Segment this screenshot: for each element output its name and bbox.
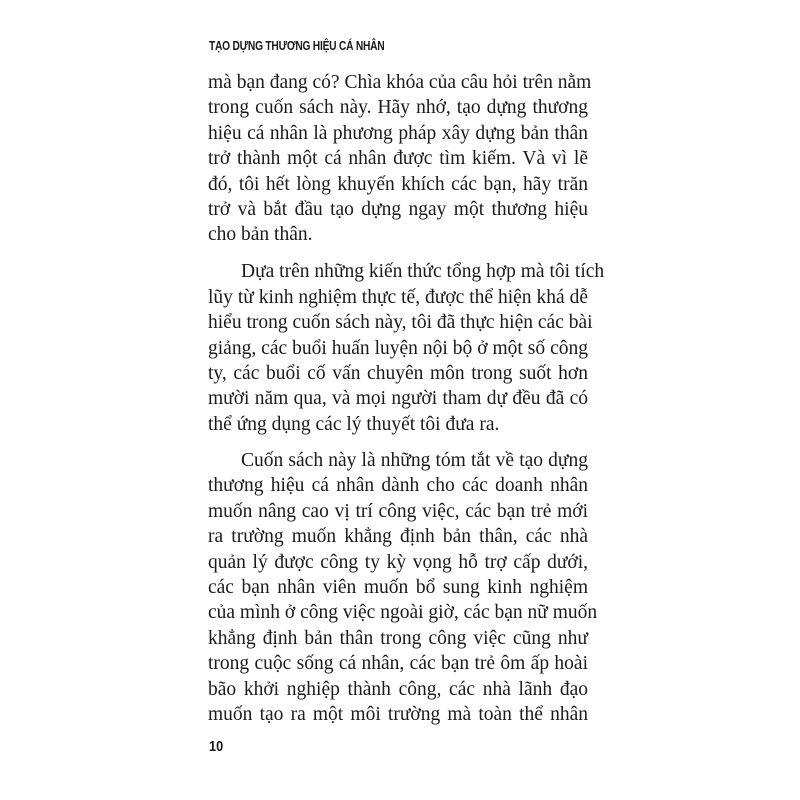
text-line: mười năm qua, và mọi người tham dự đều đã có [208,388,588,410]
text-line: quản lý được công ty kỳ vọng hỗ trợ cấp dưới, [208,551,588,573]
page-number: 10 [209,738,224,755]
text-line: trong cuộc sống cá nhân, các bạn trẻ ôm ấp hoài [208,653,588,675]
text-line: đó, tôi hết lòng khuyến khích các bạn, hãy trăn [208,173,588,195]
text-line: thể ứng dụng các lý thuyết tôi đưa ra. [208,413,500,435]
text-line: lũy từ kinh nghiệm thực tế, được thể hiện khá dễ [208,286,588,308]
text-line: các bạn nhân viên muốn bổ sung kinh nghiệm [208,577,588,598]
text-line: muốn nâng cao vị trí công việc, các bạn trẻ mới [208,500,588,522]
text-line: hiểu trong cuốn sách này, tôi đã thực hiện các bài [208,312,593,334]
text-line: Dựa trên những kiến thức tổng hợp mà tôi tích [241,261,605,283]
text-line: khẳng định bản thân trong công việc cũng như [208,627,588,649]
text-line: thương hiệu cá nhân dành cho các doanh nhân [208,475,588,497]
text-line: Cuốn sách này là những tóm tắt về tạo dựng [241,449,588,471]
text-line: ra trường muốn khẳng định bản thân, các nhà [208,526,588,548]
text-line: trở thành một cá nhân được tìm kiếm. Và vì lẽ [208,148,588,170]
text-line: bão khởi nghiệp thành công, các nhà lãnh đạo [208,678,588,700]
text-line: trong cuốn sách này. Hãy nhớ, tạo dựng thương [208,97,588,119]
text-line: ty, các buổi cố vấn chuyên môn trong suốt hơn [208,363,588,384]
text-line: cho bản thân. [208,224,313,246]
text-line: mà bạn đang có? Chìa khóa của câu hỏi trên nằm [208,72,592,93]
text-line: trở và bắt đầu tạo dựng ngay một thương hiệu [208,199,588,220]
text-line: của mình ở công việc ngoài giờ, các bạn nữ muốn [208,602,598,624]
text-line: giảng, các buổi huấn luyện nội bộ ở một số công [208,337,588,359]
text-line: muốn tạo ra một môi trường mà toàn thể nhân [208,704,588,725]
text-line: hiệu cá nhân là phương pháp xây dựng bản thân [208,122,588,144]
running-head: TẠO DỰNG THƯƠNG HIỆU CÁ NHÂN [209,39,385,53]
